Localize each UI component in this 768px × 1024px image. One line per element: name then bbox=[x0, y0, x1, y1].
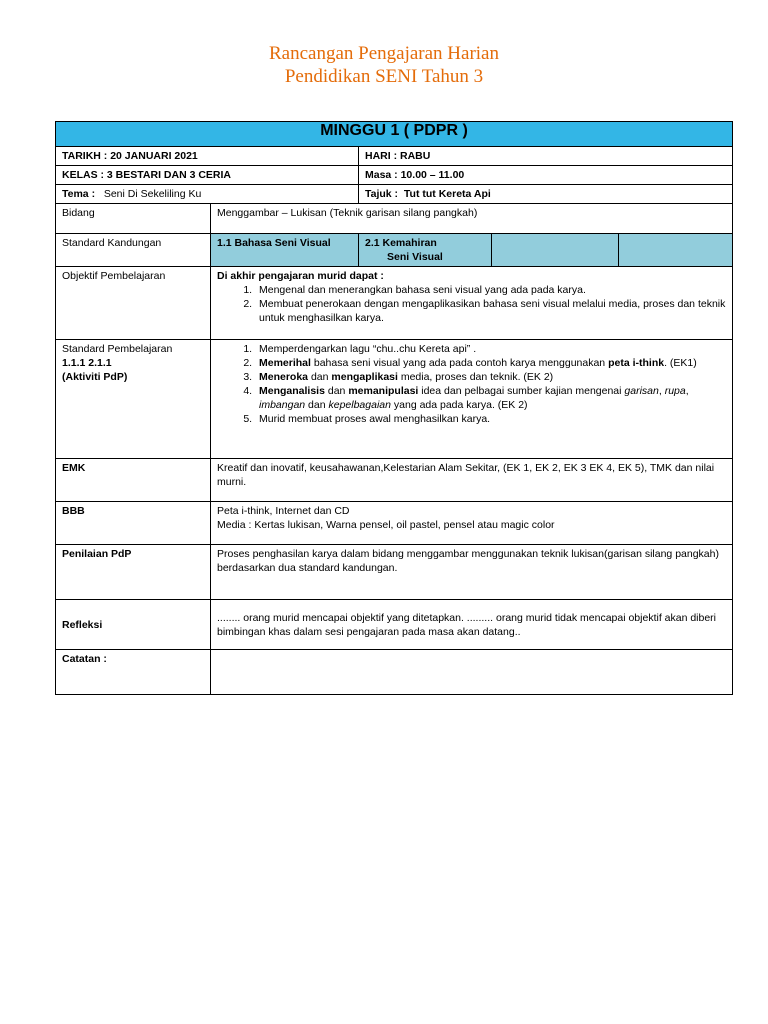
penilaian-row bbox=[56, 545, 733, 600]
sp-aktiviti: (Aktiviti PdP) bbox=[62, 371, 128, 383]
tajuk-label: Tajuk : bbox=[365, 188, 399, 200]
list-item: 1. Memperdengarkan lagu “chu..chu Kereta api” . bbox=[255, 342, 726, 356]
list-item: 1. Mengenal dan menerangkan bahasa seni visual yang ada pada karya. bbox=[255, 283, 726, 297]
page-title: Rancangan Pengajaran Harian bbox=[268, 43, 499, 64]
catatan-label: Catatan : bbox=[56, 650, 211, 695]
penilaian-value: Proses penghasilan karya dalam bidang menggambar menggunakan teknik lukisan(garisan silang pangkah) berdasarkan dua standard kandungan. bbox=[211, 545, 733, 600]
bbb-row bbox=[56, 502, 733, 545]
list-item: 3. Meneroka dan mengaplikasi media, proses dan teknik. (EK 2) bbox=[255, 370, 726, 384]
sp-content bbox=[211, 340, 733, 459]
objektif-intro: Di akhir pengajaran murid dapat : bbox=[217, 270, 384, 282]
bidang-value: Menggambar – Lukisan (Teknik garisan silang pangkah) bbox=[211, 204, 733, 234]
info-row-2 bbox=[56, 166, 733, 185]
sk-item-1: 1.1 Bahasa Seni Visual bbox=[211, 234, 359, 267]
sp-label-cell bbox=[56, 340, 211, 459]
info-row-1 bbox=[56, 147, 733, 166]
emk-label: EMK bbox=[56, 459, 211, 502]
standard-pembelajaran-row bbox=[56, 340, 733, 459]
objektif-list bbox=[217, 283, 726, 325]
bbb-line-1: Peta i-think, Internet dan CD bbox=[217, 505, 350, 517]
sk-item-2-line2: Seni Visual bbox=[387, 251, 443, 263]
bidang-row bbox=[56, 204, 733, 234]
catatan-value bbox=[211, 650, 733, 695]
tajuk-cell bbox=[359, 185, 733, 204]
tarikh-cell: TARIKH : 20 JANUARI 2021 bbox=[56, 147, 359, 166]
sp-list bbox=[217, 342, 726, 426]
standard-kandungan-row bbox=[56, 234, 733, 267]
sk-item-2 bbox=[359, 234, 492, 267]
objektif-label: Objektif Pembelajaran bbox=[56, 267, 211, 340]
tema-label: Tema : bbox=[62, 188, 96, 200]
header-row bbox=[56, 122, 733, 147]
objektif-content bbox=[211, 267, 733, 340]
kelas-cell: KELAS : 3 BESTARI DAN 3 CERIA bbox=[56, 166, 359, 185]
sk-empty-1 bbox=[492, 234, 619, 267]
sp-codes: 1.1.1 2.1.1 bbox=[62, 357, 112, 369]
penilaian-label: Penilaian PdP bbox=[56, 545, 211, 600]
emk-value: Kreatif dan inovatif, keusahawanan,Kelestarian Alam Sekitar, (EK 1, EK 2, EK 3 EK 4, EK 5), TMK dan nilai murni. bbox=[211, 459, 733, 502]
tema-value: Seni Di Sekeliling Ku bbox=[103, 188, 202, 200]
lesson-plan-table bbox=[55, 121, 733, 695]
page-subtitle: Pendidikan SENI Tahun 3 bbox=[284, 66, 484, 87]
list-item: 5. Murid membuat proses awal menghasilkan karya. bbox=[255, 412, 726, 426]
emk-row bbox=[56, 459, 733, 502]
masa-cell: Masa : 10.00 – 11.00 bbox=[359, 166, 733, 185]
sp-label: Standard Pembelajaran bbox=[62, 343, 173, 355]
bbb-line-2: Media : Kertas lukisan, Warna pensel, oil pastel, pensel atau magic color bbox=[217, 519, 555, 531]
bbb-label: BBB bbox=[56, 502, 211, 545]
hari-cell: HARI : RABU bbox=[359, 147, 733, 166]
bidang-label: Bidang bbox=[56, 204, 211, 234]
list-item: 2. Membuat penerokaan dengan mengaplikasikan bahasa seni visual melalui media, proses dan teknik untuk menghasilkan karya. bbox=[255, 297, 726, 325]
refleksi-value: ........ orang murid mencapai objektif yang ditetapkan. ......... orang murid tidak mencapai objektif akan diberi bimbingan khas dalam sesi pengajaran pada masa akan datang.. bbox=[211, 600, 733, 650]
refleksi-row bbox=[56, 600, 733, 650]
refleksi-label: Refleksi bbox=[56, 600, 211, 650]
info-row-3 bbox=[56, 185, 733, 204]
bbb-content bbox=[211, 502, 733, 545]
list-item: 2. Memerihal bahasa seni visual yang ada pada contoh karya menggunakan peta i-think. (EK1) bbox=[255, 356, 726, 370]
sk-label: Standard Kandungan bbox=[56, 234, 211, 267]
week-header: MINGGU 1 ( PDPR ) bbox=[56, 122, 733, 147]
catatan-row bbox=[56, 650, 733, 695]
tema-cell bbox=[56, 185, 359, 204]
list-item: 4. Menganalisis dan memanipulasi idea dan pelbagai sumber kajian mengenai garisan, rupa, imbangan dan kepelbagaian yang ada pada karya. (EK 2) bbox=[255, 384, 726, 412]
objektif-row bbox=[56, 267, 733, 340]
tajuk-value: Tut tut Kereta Api bbox=[403, 188, 491, 200]
sk-item-2-line1: 2.1 Kemahiran bbox=[365, 237, 437, 249]
sk-empty-2 bbox=[619, 234, 733, 267]
